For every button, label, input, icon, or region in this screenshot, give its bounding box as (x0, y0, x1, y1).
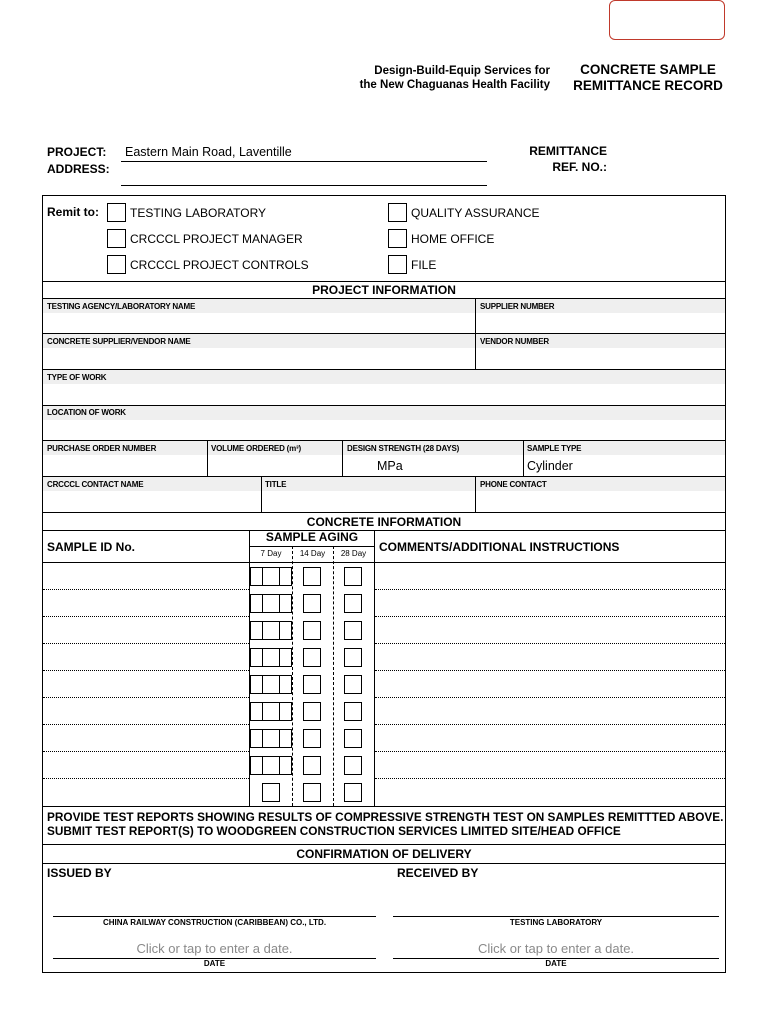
comments-cell[interactable] (375, 590, 725, 616)
sample-id-cell[interactable] (43, 779, 249, 805)
issued-by-label: ISSUED BY (47, 866, 112, 880)
header-center-line2: the New Chaguanas Health Facility (359, 79, 550, 91)
day7-extra-box (280, 648, 292, 667)
location-of-work-label: LOCATION OF WORK (47, 408, 126, 417)
shade (43, 406, 725, 420)
checkbox-home-office[interactable] (388, 229, 407, 248)
divider (261, 476, 262, 512)
remittance-ref-label (520, 143, 607, 175)
comments-cell[interactable] (375, 698, 725, 724)
issuer-date-field[interactable]: Click or tap to enter a date. (136, 941, 293, 956)
day7-checkbox[interactable] (262, 783, 280, 802)
option-project-manager: CRCCCL PROJECT MANAGER (130, 232, 303, 246)
day28-checkbox[interactable] (344, 621, 362, 640)
day7-extra-box (250, 702, 262, 721)
test-report-notice (47, 810, 723, 838)
day14-checkbox[interactable] (303, 756, 321, 775)
header-center-line1: Design-Build-Equip Services for (374, 65, 550, 77)
header-stamp-box (609, 0, 725, 40)
divider (43, 863, 725, 864)
issuer-date-label: DATE (203, 959, 226, 968)
comments-cell[interactable] (375, 752, 725, 778)
confirmation-of-delivery-title: CONFIRMATION OF DELIVERY (296, 847, 472, 861)
day28-header: 28 Day (340, 549, 367, 558)
project-field[interactable] (121, 144, 487, 162)
day14-header: 14 Day (299, 549, 326, 558)
comments-cell[interactable] (375, 725, 725, 751)
day28-checkbox[interactable] (344, 702, 362, 721)
divider (475, 476, 476, 512)
title-line1: CONCRETE SAMPLE (580, 62, 716, 77)
shade (43, 477, 725, 491)
received-by-label: RECEIVED BY (397, 866, 479, 880)
divider (43, 530, 725, 531)
header-project-description (340, 64, 550, 92)
option-home-office: HOME OFFICE (411, 232, 495, 246)
day7-extra-box (280, 702, 292, 721)
volume-ordered-label: VOLUME ORDERED (m³) (211, 444, 301, 453)
comments-cell[interactable] (375, 644, 725, 670)
receiver-signature-line[interactable] (393, 916, 719, 917)
day7-extra-box (250, 756, 262, 775)
project-label: PROJECT: (47, 145, 107, 159)
day7-extra-box (280, 756, 292, 775)
sample-id-cell[interactable] (43, 698, 249, 724)
option-file: FILE (411, 258, 437, 272)
design-strength-value[interactable]: MPa (377, 459, 403, 473)
shade (43, 370, 725, 384)
day7-checkbox[interactable] (262, 702, 280, 721)
day14-checkbox[interactable] (303, 621, 321, 640)
day14-checkbox[interactable] (303, 702, 321, 721)
divider (43, 281, 725, 282)
project-value: Eastern Main Road, Laventille (125, 145, 292, 159)
issuer-org-label: CHINA RAILWAY CONSTRUCTION (CARIBBEAN) CO., LTD. (102, 918, 327, 927)
day7-extra-box (280, 675, 292, 694)
divider (292, 546, 293, 806)
day7-extra-box (280, 594, 292, 613)
comments-cell[interactable] (375, 671, 725, 697)
receiver-org-label: TESTING LABORATORY (509, 918, 603, 927)
title-line2: REMITTANCE RECORD (573, 78, 723, 93)
sample-type-value[interactable]: Cylinder (527, 459, 573, 473)
document-title (570, 62, 726, 94)
day7-checkbox[interactable] (262, 729, 280, 748)
sample-aging-header: SAMPLE AGING (265, 530, 359, 544)
day7-extra-box (250, 594, 262, 613)
option-testing-laboratory: TESTING LABORATORY (130, 206, 267, 220)
option-quality-assurance: QUALITY ASSURANCE (411, 206, 540, 220)
day28-checkbox[interactable] (344, 783, 362, 802)
day7-header: 7 Day (260, 549, 282, 558)
project-information-title: PROJECT INFORMATION (312, 283, 456, 297)
comments-cell[interactable] (375, 779, 725, 805)
day14-checkbox[interactable] (303, 648, 321, 667)
title-label: TITLE (265, 480, 287, 489)
day28-checkbox[interactable] (344, 756, 362, 775)
comments-cell[interactable] (375, 617, 725, 643)
issuer-signature-line[interactable] (53, 916, 376, 917)
sample-type-label: SAMPLE TYPE (527, 444, 582, 453)
comments-header: COMMENTS/ADDITIONAL INSTRUCTIONS (379, 540, 620, 554)
checkbox-project-controls[interactable] (107, 255, 126, 274)
vendor-number-label: VENDOR NUMBER (480, 337, 549, 346)
supplier-number-label: SUPPLIER NUMBER (480, 302, 555, 311)
comments-cell[interactable] (375, 563, 725, 589)
option-project-controls: CRCCCL PROJECT CONTROLS (130, 258, 309, 272)
day7-extra-box (250, 729, 262, 748)
po-number-label: PURCHASE ORDER NUMBER (47, 444, 157, 453)
checkbox-file[interactable] (388, 255, 407, 274)
address-field[interactable] (121, 168, 487, 186)
receiver-date-label: DATE (545, 959, 567, 968)
day7-checkbox[interactable] (262, 567, 280, 586)
day14-checkbox[interactable] (303, 594, 321, 613)
divider (43, 806, 725, 807)
sample-id-header: SAMPLE ID No. (47, 540, 136, 554)
design-strength-label: DESIGN STRENGTH (28 DAYS) (347, 444, 460, 453)
divider (43, 844, 725, 845)
day28-checkbox[interactable] (344, 675, 362, 694)
receiver-date-field[interactable]: Click or tap to enter a date. (477, 941, 635, 956)
contact-name-label: CRCCCL CONTACT NAME (47, 480, 144, 489)
day7-checkbox[interactable] (262, 621, 280, 640)
divider (207, 440, 208, 476)
sample-id-cell[interactable] (43, 590, 249, 616)
day7-checkbox[interactable] (262, 648, 280, 667)
notice-line2: SUBMIT TEST REPORT(S) TO WOODGREEN CONSTRUCTION SERVICES LIMITED SITE/HEAD OFFICE (47, 824, 621, 838)
phone-contact-label: PHONE CONTACT (480, 480, 547, 489)
sample-id-cell[interactable] (43, 617, 249, 643)
checkbox-testing-laboratory[interactable] (107, 203, 126, 222)
day28-checkbox[interactable] (344, 648, 362, 667)
sample-id-cell[interactable] (43, 752, 249, 778)
day7-checkbox[interactable] (262, 675, 280, 694)
day7-extra-box (250, 621, 262, 640)
day28-checkbox[interactable] (344, 594, 362, 613)
remittance-line2: REF. NO.: (552, 160, 607, 174)
day14-checkbox[interactable] (303, 567, 321, 586)
divider (523, 440, 524, 476)
day14-checkbox[interactable] (303, 729, 321, 748)
sample-id-cell[interactable] (43, 563, 249, 589)
remit-to-label: Remit to: (47, 205, 99, 219)
day7-checkbox[interactable] (262, 594, 280, 613)
day28-checkbox[interactable] (344, 567, 362, 586)
main-form (42, 195, 726, 973)
day28-checkbox[interactable] (344, 729, 362, 748)
day14-checkbox[interactable] (303, 675, 321, 694)
sample-id-cell[interactable] (43, 671, 249, 697)
checkbox-quality-assurance[interactable] (388, 203, 407, 222)
day7-extra-box (280, 621, 292, 640)
remittance-line1: REMITTANCE (529, 144, 607, 158)
day7-checkbox[interactable] (262, 756, 280, 775)
day7-extra-box (250, 675, 262, 694)
sample-id-cell[interactable] (43, 644, 249, 670)
divider (333, 546, 334, 806)
sample-id-cell[interactable] (43, 725, 249, 751)
testing-agency-label: TESTING AGENCY/LABORATORY NAME (47, 302, 196, 311)
divider (250, 546, 374, 547)
day7-extra-box (250, 567, 262, 586)
concrete-supplier-label: CONCRETE SUPPLIER/VENDOR NAME (47, 337, 191, 346)
day7-extra-box (250, 648, 262, 667)
checkbox-project-manager[interactable] (107, 229, 126, 248)
address-label: ADDRESS: (47, 162, 110, 176)
day7-extra-box (280, 729, 292, 748)
concrete-information-title: CONCRETE INFORMATION (306, 515, 462, 529)
divider (43, 512, 725, 513)
notice-line1: PROVIDE TEST REPORTS SHOWING RESULTS OF COMPRESSIVE STRENGTH TEST ON SAMPLES REMITTTED ABOVE. (47, 810, 724, 824)
divider (342, 440, 343, 476)
type-of-work-label: TYPE OF WORK (47, 373, 107, 382)
day14-checkbox[interactable] (303, 783, 321, 802)
day7-extra-box (280, 567, 292, 586)
